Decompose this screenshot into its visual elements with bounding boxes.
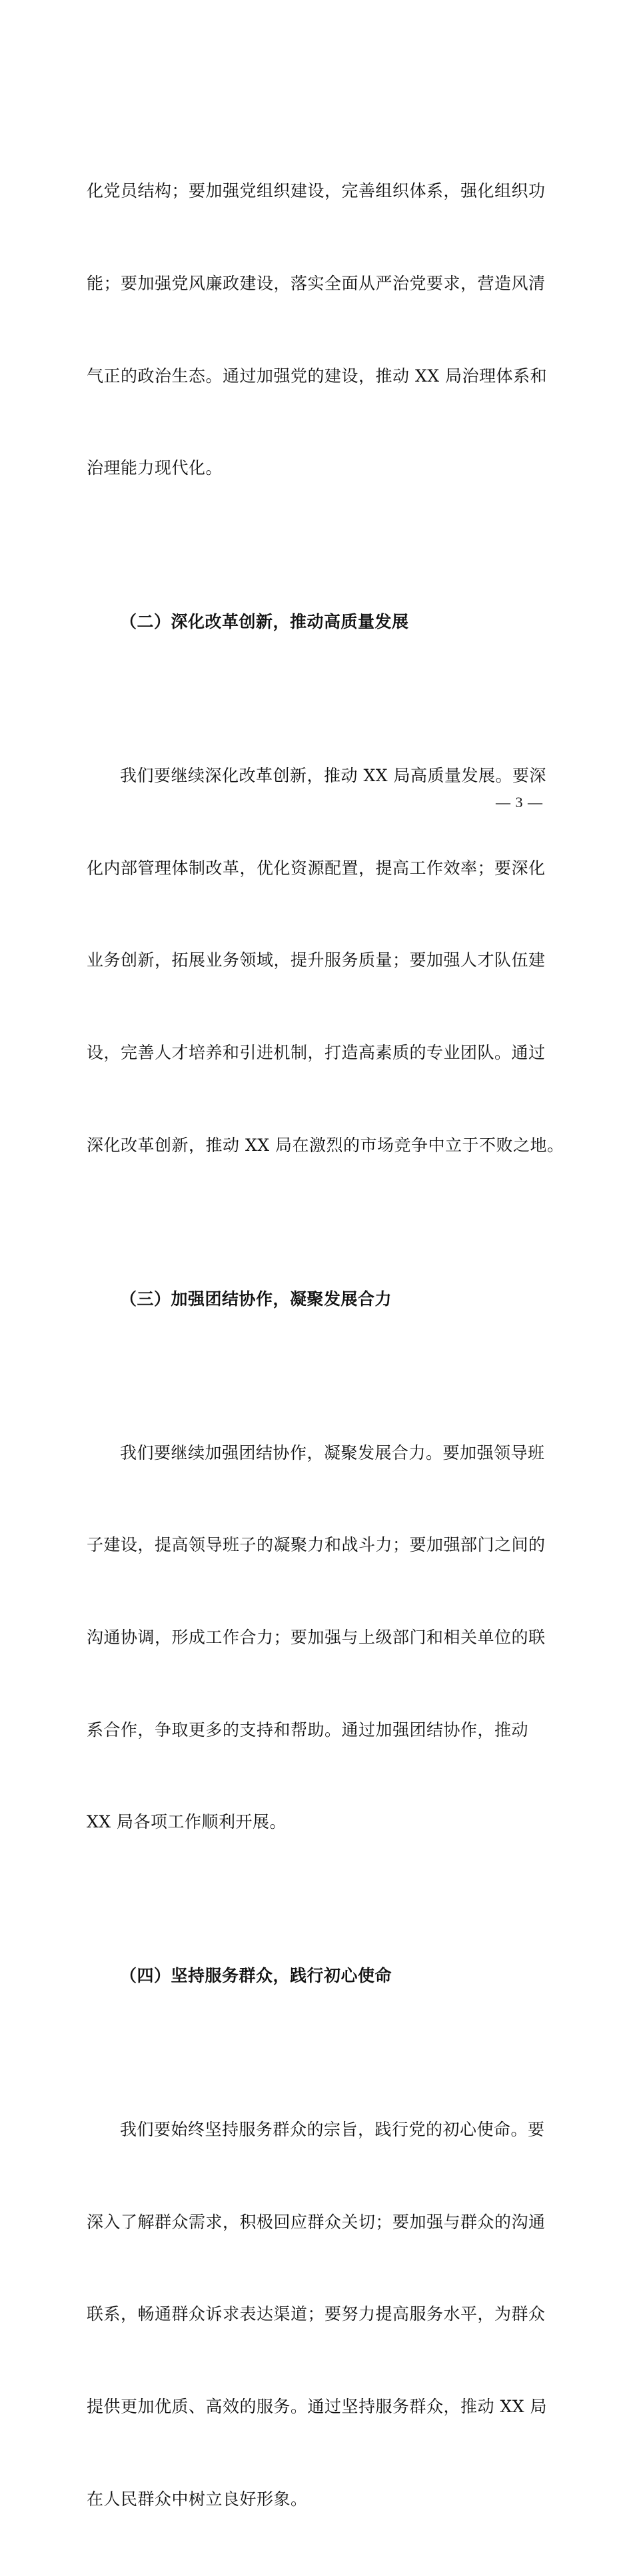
text-line: 在人民群众中树立良好形象。 bbox=[87, 2489, 308, 2509]
page-number: — 3 — bbox=[496, 794, 543, 810]
heading-text: （四）坚持服务群众，践行初心使命 bbox=[120, 1966, 392, 1986]
text-line: 子建设，提高领导班子的凝聚力和战斗力；要加强部门之间的 bbox=[87, 1535, 546, 1555]
text-line: 我们要继续加强团结协作，凝聚发展合力。要加强领导班 bbox=[120, 1443, 545, 1462]
text-line: 系合作，争取更多的支持和帮助。通过加强团结协作，推动 bbox=[87, 1720, 529, 1740]
section-heading-3 bbox=[87, 1222, 546, 1376]
text-line: 提供更加优质、高效的服务。通过坚持服务群众，推动 XX 局 bbox=[87, 2397, 547, 2417]
text-line: 深化改革创新，推动 XX 局在激烈的市场竞争中立于不败之地。 bbox=[87, 1135, 564, 1155]
text-line: 我们要继续深化改革创新，推动 XX 局高质量发展。要深 bbox=[120, 766, 546, 786]
text-line: 化内部管理体制改革，优化资源配置，提高工作效率；要深化 bbox=[87, 858, 546, 878]
text-line: 业务创新，拓展业务领域，提升服务质量；要加强人才队伍建 bbox=[87, 950, 546, 970]
text-line: 治理能力现代化。 bbox=[87, 458, 223, 478]
heading-text: （二）深化改革创新，推动高质量发展 bbox=[120, 612, 409, 632]
paragraph-reform-innovation bbox=[87, 699, 564, 1222]
text-line: 联系，畅通群众诉求表达渠道；要努力提高服务水平，为群众 bbox=[87, 2304, 546, 2324]
paragraph-serve-the-people bbox=[87, 2053, 546, 2576]
text-line: XX 局各项工作顺利开展。 bbox=[87, 1812, 287, 1832]
paragraph-party-building-continued bbox=[87, 115, 546, 545]
document-body bbox=[87, 115, 564, 2576]
text-line: 设，完善人才培养和引进机制，打造高素质的专业团队。通过 bbox=[87, 1043, 546, 1063]
section-heading-4 bbox=[87, 1899, 546, 2053]
text-line: 化党员结构；要加强党组织建设，完善组织体系，强化组织功 bbox=[87, 181, 546, 201]
heading-text: （三）加强团结协作，凝聚发展合力 bbox=[120, 1289, 392, 1309]
text-line: 能；要加强党风廉政建设，落实全面从严治党要求，营造风清 bbox=[87, 274, 546, 294]
paragraph-unity-cooperation bbox=[87, 1376, 546, 1899]
text-line: 深入了解群众需求，积极回应群众关切；要加强与群众的沟通 bbox=[87, 2212, 546, 2232]
text-line: 沟通协调，形成工作合力；要加强与上级部门和相关单位的联 bbox=[87, 1627, 546, 1647]
text-line: 气正的政治生态。通过加强党的建设，推动 XX 局治理体系和 bbox=[87, 366, 547, 386]
text-line: 我们要始终坚持服务群众的宗旨，践行党的初心使命。要 bbox=[120, 2120, 545, 2140]
section-heading-2 bbox=[87, 545, 546, 699]
